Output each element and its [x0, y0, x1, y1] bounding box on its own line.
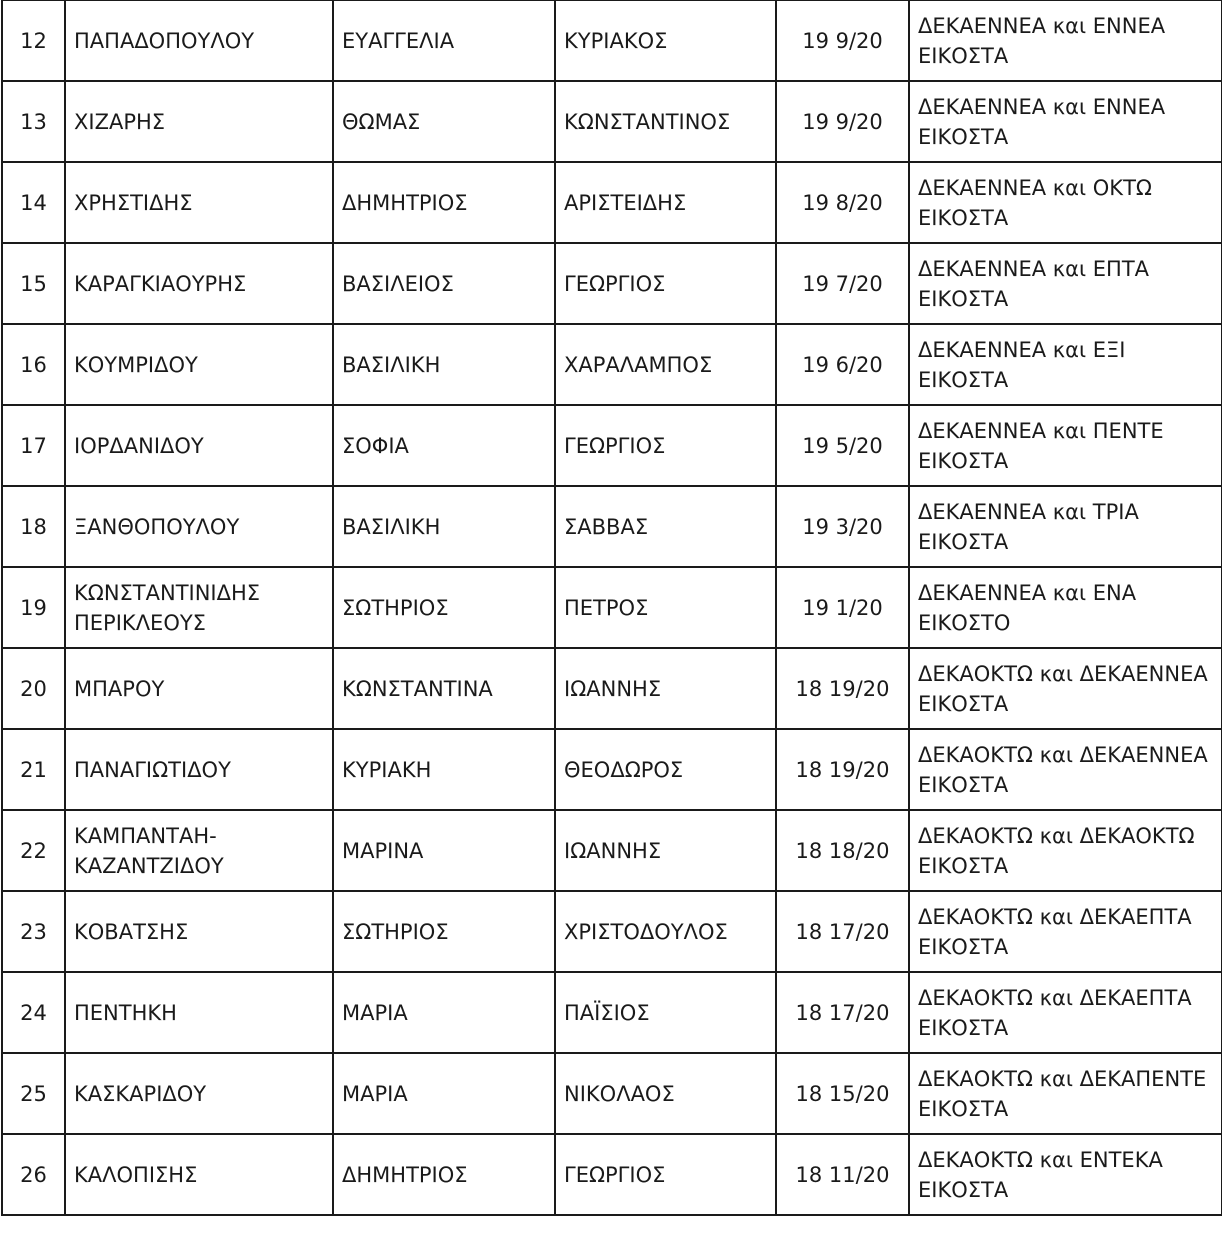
grade-words-cell: ΔΕΚΑΕΝΝΕΑ και ΟΚΤΩ ΕΙΚΟΣΤΑ [909, 162, 1222, 243]
row-number: 21 [2, 729, 65, 810]
surname-cell: ΠΑΝΑΓΙΩΤΙΔΟΥ [65, 729, 333, 810]
first-name-cell: ΘΩΜΑΣ [333, 81, 555, 162]
surname-cell: ΧΡΗΣΤΙΔΗΣ [65, 162, 333, 243]
father-name-cell: ΝΙΚΟΛΑΟΣ [555, 1053, 776, 1134]
grade-cell: 19 9/20 [776, 81, 909, 162]
grade-cell: 19 6/20 [776, 324, 909, 405]
father-name-cell: ΚΥΡΙΑΚΟΣ [555, 0, 776, 81]
father-name-cell: ΣΑΒΒΑΣ [555, 486, 776, 567]
father-name-cell: ΙΩΑΝΝΗΣ [555, 810, 776, 891]
surname-cell: ΠΑΠΑΔΟΠΟΥΛΟΥ [65, 0, 333, 81]
father-name-cell: ΠΕΤΡΟΣ [555, 567, 776, 648]
row-number: 18 [2, 486, 65, 567]
row-number: 14 [2, 162, 65, 243]
grade-words-cell: ΔΕΚΑΟΚΤΩ και ΔΕΚΑΕΠΤΑ ΕΙΚΟΣΤΑ [909, 972, 1222, 1053]
grade-words-cell: ΔΕΚΑΕΝΝΕΑ και ΕΝΝΕΑ ΕΙΚΟΣΤΑ [909, 81, 1222, 162]
first-name-cell: ΔΗΜΗΤΡΙΟΣ [333, 162, 555, 243]
table-row [2, 486, 1222, 567]
results-table [1, 0, 1222, 1216]
surname-cell: ΚΑΛΟΠΙΣΗΣ [65, 1134, 333, 1215]
surname-cell: ΜΠΑΡΟΥ [65, 648, 333, 729]
father-name-cell: ΑΡΙΣΤΕΙΔΗΣ [555, 162, 776, 243]
table-row [2, 972, 1222, 1053]
grade-cell: 19 3/20 [776, 486, 909, 567]
first-name-cell: ΜΑΡΙΑ [333, 1053, 555, 1134]
surname-cell: ΧΙΖΑΡΗΣ [65, 81, 333, 162]
row-number: 19 [2, 567, 65, 648]
row-number: 17 [2, 405, 65, 486]
table-row [2, 891, 1222, 972]
table-row [2, 81, 1222, 162]
father-name-cell: ΧΑΡΑΛΑΜΠΟΣ [555, 324, 776, 405]
grade-words-cell: ΔΕΚΑΕΝΝΕΑ και ΕΞΙ ΕΙΚΟΣΤΑ [909, 324, 1222, 405]
first-name-cell: ΒΑΣΙΛΙΚΗ [333, 486, 555, 567]
grade-cell: 18 17/20 [776, 972, 909, 1053]
first-name-cell: ΣΟΦΙΑ [333, 405, 555, 486]
table-row [2, 243, 1222, 324]
grade-cell: 18 19/20 [776, 729, 909, 810]
grade-words-cell: ΔΕΚΑΟΚΤΩ και ΔΕΚΑΕΝΝΕΑ ΕΙΚΟΣΤΑ [909, 648, 1222, 729]
grade-words-cell: ΔΕΚΑΟΚΤΩ και ΔΕΚΑΕΝΝΕΑ ΕΙΚΟΣΤΑ [909, 729, 1222, 810]
row-number: 20 [2, 648, 65, 729]
grade-cell: 19 1/20 [776, 567, 909, 648]
grade-words-cell: ΔΕΚΑΕΝΝΕΑ και ΕΝΑ ΕΙΚΟΣΤΟ [909, 567, 1222, 648]
father-name-cell: ΓΕΩΡΓΙΟΣ [555, 243, 776, 324]
first-name-cell: ΣΩΤΗΡΙΟΣ [333, 891, 555, 972]
grade-cell: 18 17/20 [776, 891, 909, 972]
table-row [2, 729, 1222, 810]
father-name-cell: ΓΕΩΡΓΙΟΣ [555, 405, 776, 486]
table-row [2, 162, 1222, 243]
grade-words-cell: ΔΕΚΑΕΝΝΕΑ και ΤΡΙΑ ΕΙΚΟΣΤΑ [909, 486, 1222, 567]
father-name-cell: ΘΕΟΔΩΡΟΣ [555, 729, 776, 810]
surname-cell: ΞΑΝΘΟΠΟΥΛΟΥ [65, 486, 333, 567]
father-name-cell: ΚΩΝΣΤΑΝΤΙΝΟΣ [555, 81, 776, 162]
surname-cell: ΚΟΒΑΤΣΗΣ [65, 891, 333, 972]
row-number: 15 [2, 243, 65, 324]
father-name-cell: ΧΡΙΣΤΟΔΟΥΛΟΣ [555, 891, 776, 972]
grade-cell: 19 5/20 [776, 405, 909, 486]
grade-words-cell: ΔΕΚΑΟΚΤΩ και ΔΕΚΑΕΠΤΑ ΕΙΚΟΣΤΑ [909, 891, 1222, 972]
first-name-cell: ΜΑΡΙΝΑ [333, 810, 555, 891]
surname-cell: ΚΟΥΜΡΙΔΟΥ [65, 324, 333, 405]
row-number: 16 [2, 324, 65, 405]
father-name-cell: ΙΩΑΝΝΗΣ [555, 648, 776, 729]
first-name-cell: ΕΥΑΓΓΕΛΙΑ [333, 0, 555, 81]
grade-words-cell: ΔΕΚΑΟΚΤΩ και ΔΕΚΑΟΚΤΩ ΕΙΚΟΣΤΑ [909, 810, 1222, 891]
row-number: 13 [2, 81, 65, 162]
father-name-cell: ΓΕΩΡΓΙΟΣ [555, 1134, 776, 1215]
surname-cell: ΠΕΝΤΗΚΗ [65, 972, 333, 1053]
grade-cell: 19 8/20 [776, 162, 909, 243]
row-number: 25 [2, 1053, 65, 1134]
grade-words-cell: ΔΕΚΑΟΚΤΩ και ΔΕΚΑΠΕΝΤΕ ΕΙΚΟΣΤΑ [909, 1053, 1222, 1134]
first-name-cell: ΒΑΣΙΛΕΙΟΣ [333, 243, 555, 324]
table-row [2, 810, 1222, 891]
table-row [2, 1134, 1222, 1215]
table-row [2, 405, 1222, 486]
grade-words-cell: ΔΕΚΑΕΝΝΕΑ και ΕΝΝΕΑ ΕΙΚΟΣΤΑ [909, 0, 1222, 81]
row-number: 26 [2, 1134, 65, 1215]
row-number: 12 [2, 0, 65, 81]
first-name-cell: ΔΗΜΗΤΡΙΟΣ [333, 1134, 555, 1215]
table-row [2, 0, 1222, 81]
grade-words-cell: ΔΕΚΑΕΝΝΕΑ και ΕΠΤΑ ΕΙΚΟΣΤΑ [909, 243, 1222, 324]
grade-cell: 18 15/20 [776, 1053, 909, 1134]
first-name-cell: ΣΩΤΗΡΙΟΣ [333, 567, 555, 648]
grade-cell: 18 19/20 [776, 648, 909, 729]
surname-cell: ΚΑΣΚΑΡΙΔΟΥ [65, 1053, 333, 1134]
grade-words-cell: ΔΕΚΑΕΝΝΕΑ και ΠΕΝΤΕ ΕΙΚΟΣΤΑ [909, 405, 1222, 486]
surname-cell: ΚΑΡΑΓΚΙΑΟΥΡΗΣ [65, 243, 333, 324]
first-name-cell: ΚΥΡΙΑΚΗ [333, 729, 555, 810]
grade-cell: 19 9/20 [776, 0, 909, 81]
table-row [2, 567, 1222, 648]
row-number: 23 [2, 891, 65, 972]
grade-cell: 18 18/20 [776, 810, 909, 891]
grade-words-cell: ΔΕΚΑΟΚΤΩ και ΕΝΤΕΚΑ ΕΙΚΟΣΤΑ [909, 1134, 1222, 1215]
grade-cell: 19 7/20 [776, 243, 909, 324]
results-table-body [2, 0, 1222, 1215]
first-name-cell: ΜΑΡΙΑ [333, 972, 555, 1053]
row-number: 24 [2, 972, 65, 1053]
grade-cell: 18 11/20 [776, 1134, 909, 1215]
table-row [2, 324, 1222, 405]
table-row [2, 648, 1222, 729]
row-number: 22 [2, 810, 65, 891]
surname-cell: ΚΑΜΠΑΝΤΑΗ-ΚΑΖΑΝΤΖΙΔΟΥ [65, 810, 333, 891]
table-row [2, 1053, 1222, 1134]
father-name-cell: ΠΑΪΣΙΟΣ [555, 972, 776, 1053]
surname-cell: ΚΩΝΣΤΑΝΤΙΝΙΔΗΣ ΠΕΡΙΚΛΕΟΥΣ [65, 567, 333, 648]
surname-cell: ΙΟΡΔΑΝΙΔΟΥ [65, 405, 333, 486]
first-name-cell: ΚΩΝΣΤΑΝΤΙΝΑ [333, 648, 555, 729]
first-name-cell: ΒΑΣΙΛΙΚΗ [333, 324, 555, 405]
